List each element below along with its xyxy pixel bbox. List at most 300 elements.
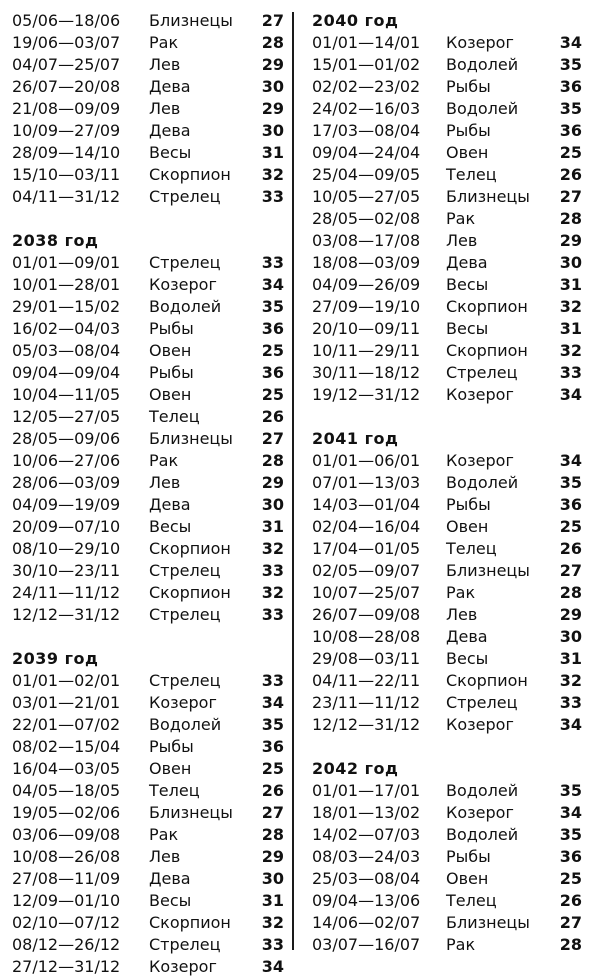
date-range: 08/12—26/12 bbox=[12, 935, 121, 954]
sign-number: 32 bbox=[261, 913, 284, 932]
zodiac-sign: Телец bbox=[149, 407, 200, 426]
zodiac-sign: Рыбы bbox=[149, 319, 194, 338]
sign-number: 29 bbox=[261, 847, 284, 866]
sign-number: 27 bbox=[559, 913, 582, 932]
zodiac-sign: Дева bbox=[149, 495, 191, 514]
date-range: 03/06—09/08 bbox=[12, 825, 121, 844]
date-range: 24/11—11/12 bbox=[12, 583, 121, 602]
table-row bbox=[312, 714, 582, 736]
table-row bbox=[12, 670, 284, 692]
sign-number: 29 bbox=[559, 605, 582, 624]
sign-number: 27 bbox=[261, 803, 284, 822]
zodiac-sign: Овен bbox=[446, 517, 489, 536]
sign-number: 35 bbox=[559, 55, 582, 74]
date-range: 10/01—28/01 bbox=[12, 275, 121, 294]
table-row bbox=[312, 54, 582, 76]
zodiac-sign: Козерог bbox=[149, 693, 217, 712]
year-section bbox=[12, 230, 284, 626]
table-row bbox=[312, 670, 582, 692]
sign-number: 36 bbox=[261, 363, 284, 382]
table-row bbox=[312, 318, 582, 340]
table-row bbox=[12, 384, 284, 406]
sign-number: 33 bbox=[559, 693, 582, 712]
table-row bbox=[12, 142, 284, 164]
sign-number: 30 bbox=[559, 627, 582, 646]
sign-number: 36 bbox=[559, 121, 582, 140]
table-row bbox=[12, 76, 284, 98]
table-row bbox=[12, 98, 284, 120]
sign-number: 28 bbox=[261, 451, 284, 470]
zodiac-sign: Рыбы bbox=[446, 121, 491, 140]
zodiac-sign: Весы bbox=[446, 275, 489, 294]
date-range: 25/04—09/05 bbox=[312, 165, 421, 184]
zodiac-sign: Рыбы bbox=[446, 495, 491, 514]
date-range: 26/07—20/08 bbox=[12, 77, 121, 96]
zodiac-sign: Весы bbox=[446, 319, 489, 338]
zodiac-sign: Водолей bbox=[149, 297, 222, 316]
zodiac-sign: Козерог bbox=[446, 33, 514, 52]
table-row bbox=[12, 692, 284, 714]
table-row bbox=[312, 912, 582, 934]
date-range: 04/11—22/11 bbox=[312, 671, 421, 690]
section-gap bbox=[312, 406, 582, 428]
sign-number: 26 bbox=[559, 165, 582, 184]
zodiac-sign: Стрелец bbox=[149, 671, 221, 690]
table-row bbox=[312, 362, 582, 384]
table-row bbox=[12, 912, 284, 934]
sign-number: 31 bbox=[261, 891, 284, 910]
zodiac-sign: Овен bbox=[149, 385, 192, 404]
date-range: 18/01—13/02 bbox=[312, 803, 421, 822]
table-row bbox=[312, 384, 582, 406]
date-range: 09/04—13/06 bbox=[312, 891, 421, 910]
date-range: 29/08—03/11 bbox=[312, 649, 421, 668]
sign-number: 31 bbox=[261, 143, 284, 162]
date-range: 19/05—02/06 bbox=[12, 803, 121, 822]
zodiac-sign: Скорпион bbox=[446, 341, 528, 360]
date-range: 02/02—23/02 bbox=[312, 77, 421, 96]
table-row bbox=[312, 208, 582, 230]
table-row bbox=[12, 362, 284, 384]
zodiac-sign: Телец bbox=[149, 781, 200, 800]
date-range: 25/03—08/04 bbox=[312, 869, 421, 888]
sign-number: 34 bbox=[559, 385, 582, 404]
table-row bbox=[12, 758, 284, 780]
date-range: 24/02—16/03 bbox=[312, 99, 421, 118]
zodiac-sign: Близнецы bbox=[446, 561, 530, 580]
date-range: 09/04—24/04 bbox=[312, 143, 421, 162]
zodiac-sign: Скорпион bbox=[446, 671, 528, 690]
table-row bbox=[312, 32, 582, 54]
zodiac-sign: Рак bbox=[149, 451, 179, 470]
zodiac-sign: Козерог bbox=[149, 275, 217, 294]
zodiac-sign: Водолей bbox=[446, 55, 519, 74]
zodiac-sign: Телец bbox=[446, 539, 497, 558]
date-range: 07/01—13/03 bbox=[312, 473, 421, 492]
date-range: 28/09—14/10 bbox=[12, 143, 121, 162]
zodiac-sign: Весы bbox=[149, 891, 192, 910]
sign-number: 29 bbox=[559, 231, 582, 250]
zodiac-sign: Овен bbox=[149, 341, 192, 360]
table-row bbox=[312, 934, 582, 956]
zodiac-sign: Лев bbox=[446, 231, 478, 250]
table-row bbox=[12, 296, 284, 318]
zodiac-sign: Рак bbox=[446, 583, 476, 602]
zodiac-sign: Лев bbox=[149, 473, 181, 492]
zodiac-sign: Козерог bbox=[446, 803, 514, 822]
sign-number: 25 bbox=[559, 869, 582, 888]
zodiac-sign: Рыбы bbox=[446, 77, 491, 96]
table-row bbox=[312, 868, 582, 890]
table-row bbox=[12, 582, 284, 604]
year-heading: 2040 год bbox=[312, 11, 399, 30]
table-row bbox=[312, 890, 582, 912]
table-row bbox=[12, 472, 284, 494]
sign-number: 34 bbox=[559, 803, 582, 822]
zodiac-sign: Водолей bbox=[446, 473, 519, 492]
table-row bbox=[12, 714, 284, 736]
table-row bbox=[12, 956, 284, 978]
table-row bbox=[312, 780, 582, 802]
zodiac-sign: Рак bbox=[149, 825, 179, 844]
sign-number: 26 bbox=[261, 781, 284, 800]
zodiac-sign: Водолей bbox=[446, 825, 519, 844]
section-gap bbox=[12, 626, 284, 648]
zodiac-sign: Скорпион bbox=[149, 539, 231, 558]
table-row bbox=[312, 164, 582, 186]
zodiac-sign: Козерог bbox=[446, 385, 514, 404]
zodiac-sign: Рак bbox=[149, 33, 179, 52]
sign-number: 32 bbox=[261, 583, 284, 602]
date-range: 14/02—07/03 bbox=[312, 825, 421, 844]
zodiac-sign: Стрелец bbox=[149, 935, 221, 954]
table-row bbox=[312, 802, 582, 824]
date-range: 10/08—28/08 bbox=[312, 627, 421, 646]
sign-number: 32 bbox=[261, 539, 284, 558]
sign-number: 33 bbox=[261, 605, 284, 624]
zodiac-sign: Скорпион bbox=[446, 297, 528, 316]
date-range: 10/06—27/06 bbox=[12, 451, 121, 470]
sign-number: 31 bbox=[559, 649, 582, 668]
sign-number: 35 bbox=[559, 99, 582, 118]
sign-number: 35 bbox=[559, 473, 582, 492]
sign-number: 28 bbox=[559, 935, 582, 954]
table-row bbox=[12, 868, 284, 890]
sign-number: 32 bbox=[559, 297, 582, 316]
zodiac-sign: Лев bbox=[446, 605, 478, 624]
date-range: 15/10—03/11 bbox=[12, 165, 121, 184]
sign-number: 25 bbox=[261, 385, 284, 404]
zodiac-sign: Стрелец bbox=[149, 187, 221, 206]
date-range: 10/09—27/09 bbox=[12, 121, 121, 140]
zodiac-sign: Овен bbox=[446, 143, 489, 162]
sign-number: 25 bbox=[559, 143, 582, 162]
sign-number: 26 bbox=[559, 539, 582, 558]
zodiac-sign: Рак bbox=[446, 935, 476, 954]
date-range: 02/04—16/04 bbox=[312, 517, 421, 536]
table-row bbox=[312, 692, 582, 714]
date-range: 18/08—03/09 bbox=[312, 253, 421, 272]
sign-number: 33 bbox=[261, 935, 284, 954]
year-heading: 2039 год bbox=[12, 649, 99, 668]
table-row bbox=[12, 318, 284, 340]
date-range: 30/10—23/11 bbox=[12, 561, 121, 580]
table-row bbox=[12, 120, 284, 142]
table-row bbox=[12, 516, 284, 538]
date-range: 01/01—02/01 bbox=[12, 671, 121, 690]
zodiac-sign: Дева bbox=[446, 253, 488, 272]
zodiac-sign: Водолей bbox=[149, 715, 222, 734]
zodiac-sign: Рыбы bbox=[446, 847, 491, 866]
column-divider bbox=[292, 12, 294, 950]
date-range: 17/03—08/04 bbox=[312, 121, 421, 140]
sign-number: 33 bbox=[261, 187, 284, 206]
zodiac-sign: Весы bbox=[446, 649, 489, 668]
date-range: 21/08—09/09 bbox=[12, 99, 121, 118]
zodiac-sign: Весы bbox=[149, 143, 192, 162]
date-range: 03/01—21/01 bbox=[12, 693, 121, 712]
date-range: 12/12—31/12 bbox=[312, 715, 421, 734]
zodiac-sign: Лев bbox=[149, 99, 181, 118]
table-row bbox=[12, 802, 284, 824]
zodiac-sign: Дева bbox=[149, 77, 191, 96]
sign-number: 28 bbox=[559, 583, 582, 602]
date-range: 28/06—03/09 bbox=[12, 473, 121, 492]
date-range: 26/07—09/08 bbox=[312, 605, 421, 624]
table-row bbox=[12, 560, 284, 582]
year-heading: 2038 год bbox=[12, 231, 99, 250]
date-range: 04/09—26/09 bbox=[312, 275, 421, 294]
zodiac-sign: Близнецы bbox=[446, 187, 530, 206]
table-row bbox=[12, 780, 284, 802]
sign-number: 36 bbox=[559, 77, 582, 96]
sign-number: 29 bbox=[261, 473, 284, 492]
section-gap bbox=[312, 736, 582, 758]
sign-number: 31 bbox=[261, 517, 284, 536]
table-row bbox=[312, 142, 582, 164]
date-range: 03/07—16/07 bbox=[312, 935, 421, 954]
sign-number: 34 bbox=[559, 715, 582, 734]
sign-number: 34 bbox=[261, 693, 284, 712]
zodiac-sign: Весы bbox=[149, 517, 192, 536]
sign-number: 26 bbox=[559, 891, 582, 910]
sign-number: 30 bbox=[261, 495, 284, 514]
table-row bbox=[12, 450, 284, 472]
table-row bbox=[12, 406, 284, 428]
table-row bbox=[312, 76, 582, 98]
table-row bbox=[12, 846, 284, 868]
sign-number: 34 bbox=[559, 33, 582, 52]
sign-number: 34 bbox=[261, 957, 284, 976]
table-row bbox=[312, 230, 582, 252]
sign-number: 36 bbox=[559, 847, 582, 866]
table-row bbox=[312, 648, 582, 670]
date-range: 01/01—09/01 bbox=[12, 253, 121, 272]
zodiac-sign: Козерог bbox=[446, 715, 514, 734]
sign-number: 25 bbox=[559, 517, 582, 536]
zodiac-sign: Лев bbox=[149, 847, 181, 866]
table-row bbox=[12, 736, 284, 758]
zodiac-sign: Близнецы bbox=[149, 429, 233, 448]
table-row bbox=[12, 274, 284, 296]
zodiac-sign: Водолей bbox=[446, 99, 519, 118]
sign-number: 30 bbox=[261, 77, 284, 96]
zodiac-sign: Близнецы bbox=[149, 803, 233, 822]
zodiac-sign: Овен bbox=[446, 869, 489, 888]
zodiac-sign: Скорпион bbox=[149, 583, 231, 602]
table-row bbox=[312, 846, 582, 868]
sign-number: 29 bbox=[261, 55, 284, 74]
zodiac-sign: Овен bbox=[149, 759, 192, 778]
sign-number: 34 bbox=[559, 451, 582, 470]
zodiac-sign: Дева bbox=[149, 121, 191, 140]
right-column bbox=[312, 10, 582, 956]
table-row bbox=[12, 164, 284, 186]
table-row bbox=[312, 120, 582, 142]
date-range: 09/04—09/04 bbox=[12, 363, 121, 382]
zodiac-sign: Скорпион bbox=[149, 165, 231, 184]
zodiac-sign: Рыбы bbox=[149, 737, 194, 756]
left-column bbox=[12, 10, 284, 978]
sign-number: 32 bbox=[261, 165, 284, 184]
table-row bbox=[312, 98, 582, 120]
date-range: 04/07—25/07 bbox=[12, 55, 121, 74]
sign-number: 32 bbox=[559, 671, 582, 690]
year-section bbox=[12, 648, 284, 978]
sign-number: 31 bbox=[559, 319, 582, 338]
sign-number: 28 bbox=[261, 825, 284, 844]
table-row bbox=[12, 252, 284, 274]
sign-number: 30 bbox=[261, 869, 284, 888]
zodiac-sign: Близнецы bbox=[149, 11, 233, 30]
date-range: 04/09—19/09 bbox=[12, 495, 121, 514]
year-heading: 2041 год bbox=[312, 429, 399, 448]
sign-number: 27 bbox=[559, 561, 582, 580]
date-range: 19/12—31/12 bbox=[312, 385, 421, 404]
sign-number: 33 bbox=[261, 671, 284, 690]
sign-number: 29 bbox=[261, 99, 284, 118]
date-range: 10/04—11/05 bbox=[12, 385, 121, 404]
zodiac-sign: Стрелец bbox=[149, 253, 221, 272]
table-row bbox=[12, 32, 284, 54]
zodiac-sign: Телец bbox=[446, 891, 497, 910]
date-range: 20/10—09/11 bbox=[312, 319, 421, 338]
zodiac-sign: Лев bbox=[149, 55, 181, 74]
date-range: 27/09—19/10 bbox=[312, 297, 421, 316]
date-range: 10/08—26/08 bbox=[12, 847, 121, 866]
date-range: 23/11—11/12 bbox=[312, 693, 421, 712]
sign-number: 33 bbox=[261, 561, 284, 580]
zodiac-sign: Водолей bbox=[446, 781, 519, 800]
table-row bbox=[312, 494, 582, 516]
table-row bbox=[12, 934, 284, 956]
sign-number: 33 bbox=[261, 253, 284, 272]
table-row bbox=[312, 626, 582, 648]
sign-number: 34 bbox=[261, 275, 284, 294]
year-heading: 2042 год bbox=[312, 759, 399, 778]
date-range: 22/01—07/02 bbox=[12, 715, 121, 734]
sign-number: 27 bbox=[559, 187, 582, 206]
zodiac-sign: Скорпион bbox=[149, 913, 231, 932]
sign-number: 27 bbox=[261, 11, 284, 30]
date-range: 02/10—07/12 bbox=[12, 913, 121, 932]
zodiac-sign: Дева bbox=[149, 869, 191, 888]
date-range: 17/04—01/05 bbox=[312, 539, 421, 558]
zodiac-sign: Стрелец bbox=[149, 605, 221, 624]
date-range: 10/07—25/07 bbox=[312, 583, 421, 602]
table-row bbox=[312, 472, 582, 494]
table-row bbox=[12, 54, 284, 76]
table-row bbox=[312, 824, 582, 846]
date-range: 14/06—02/07 bbox=[312, 913, 421, 932]
table-row bbox=[312, 274, 582, 296]
date-range: 16/02—04/03 bbox=[12, 319, 121, 338]
sign-number: 36 bbox=[261, 737, 284, 756]
table-row bbox=[12, 428, 284, 450]
sign-number: 33 bbox=[559, 363, 582, 382]
zodiac-sign: Козерог bbox=[149, 957, 217, 976]
zodiac-sign: Стрелец bbox=[446, 693, 518, 712]
zodiac-sign: Стрелец bbox=[446, 363, 518, 382]
date-range: 20/09—07/10 bbox=[12, 517, 121, 536]
year-section bbox=[312, 10, 582, 406]
sign-number: 27 bbox=[261, 429, 284, 448]
date-range: 28/05—02/08 bbox=[312, 209, 421, 228]
sign-number: 31 bbox=[559, 275, 582, 294]
sign-number: 35 bbox=[261, 297, 284, 316]
zodiac-sign: Близнецы bbox=[446, 913, 530, 932]
table-row bbox=[312, 296, 582, 318]
table-row bbox=[312, 516, 582, 538]
sign-number: 26 bbox=[261, 407, 284, 426]
date-range: 01/01—06/01 bbox=[312, 451, 421, 470]
date-range: 10/11—29/11 bbox=[312, 341, 421, 360]
sign-number: 30 bbox=[559, 253, 582, 272]
date-range: 03/08—17/08 bbox=[312, 231, 421, 250]
sign-number: 28 bbox=[559, 209, 582, 228]
date-range: 08/02—15/04 bbox=[12, 737, 121, 756]
zodiac-sign: Рак bbox=[446, 209, 476, 228]
date-range: 27/12—31/12 bbox=[12, 957, 121, 976]
date-range: 01/01—17/01 bbox=[312, 781, 421, 800]
table-row bbox=[312, 186, 582, 208]
date-range: 30/11—18/12 bbox=[312, 363, 421, 382]
date-range: 29/01—15/02 bbox=[12, 297, 121, 316]
date-range: 15/01—01/02 bbox=[312, 55, 421, 74]
sign-number: 36 bbox=[261, 319, 284, 338]
date-range: 19/06—03/07 bbox=[12, 33, 121, 52]
zodiac-sign: Рыбы bbox=[149, 363, 194, 382]
table-row bbox=[312, 252, 582, 274]
date-range: 02/05—09/07 bbox=[312, 561, 421, 580]
date-range: 12/05—27/05 bbox=[12, 407, 121, 426]
year-section bbox=[312, 428, 582, 736]
date-range: 14/03—01/04 bbox=[312, 495, 421, 514]
table-row bbox=[312, 340, 582, 362]
date-range: 16/04—03/05 bbox=[12, 759, 121, 778]
date-range: 04/05—18/05 bbox=[12, 781, 121, 800]
sign-number: 35 bbox=[261, 715, 284, 734]
date-range: 05/03—08/04 bbox=[12, 341, 121, 360]
sign-number: 25 bbox=[261, 341, 284, 360]
zodiac-sign: Стрелец bbox=[149, 561, 221, 580]
table-row bbox=[312, 604, 582, 626]
table-row bbox=[12, 890, 284, 912]
date-range: 28/05—09/06 bbox=[12, 429, 121, 448]
table-row bbox=[12, 186, 284, 208]
date-range: 08/03—24/03 bbox=[312, 847, 421, 866]
sign-number: 30 bbox=[261, 121, 284, 140]
